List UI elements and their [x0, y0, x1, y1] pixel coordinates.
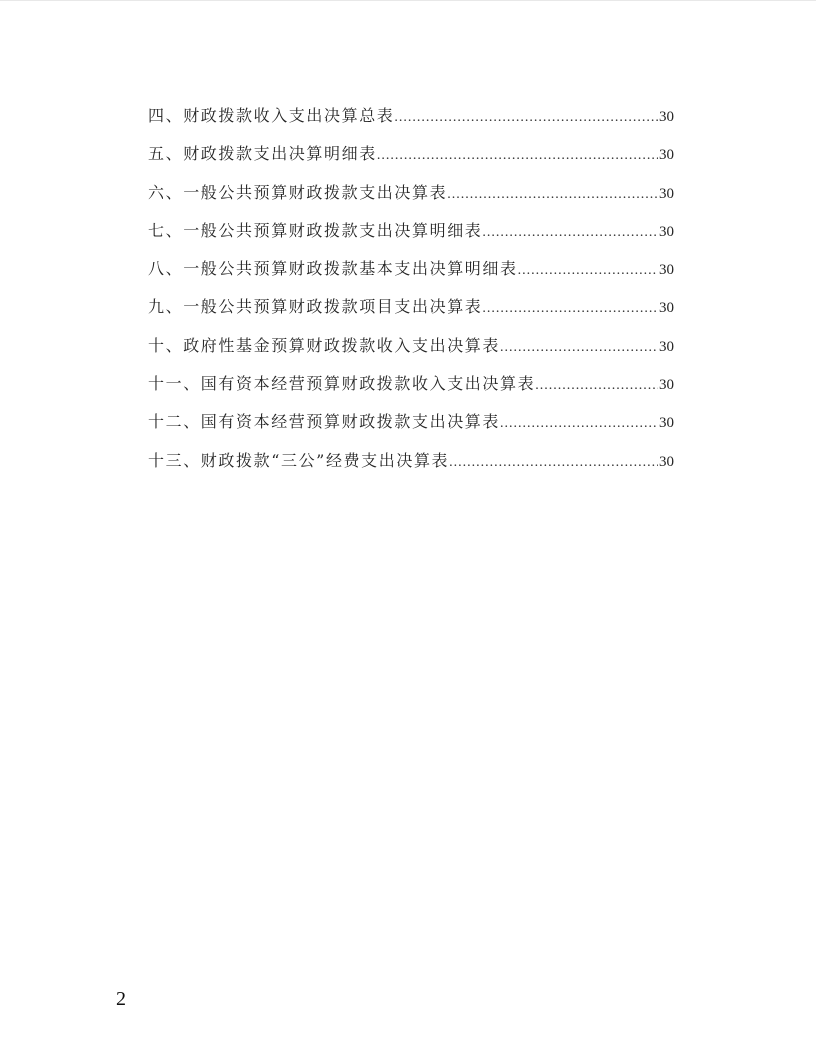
toc-leader-dots — [377, 144, 658, 164]
toc-entry-page: 30 — [659, 109, 674, 125]
toc-entry-page: 30 — [659, 262, 674, 279]
toc-entry-label: 六、一般公共预算财政拨款支出决算表 — [148, 182, 448, 202]
toc-entry-page: 30 — [659, 300, 674, 317]
toc-entry — [148, 180, 674, 218]
toc-entry — [148, 256, 674, 294]
toc-entry-label: 十二、国有资本经营预算财政拨款支出决算表 — [148, 412, 501, 432]
toc-entry-label: 十三、财政拨款“三公”经费支出决算表 — [148, 450, 450, 470]
toc-entry-page: 30 — [659, 338, 674, 355]
toc-entry — [148, 371, 674, 409]
toc-entry-label: 九、一般公共预算财政拨款项目支出决算表 — [148, 297, 483, 317]
toc-leader-dots — [518, 259, 658, 279]
toc-entry-page: 30 — [659, 453, 674, 470]
toc-entry — [148, 294, 674, 332]
toc-list — [148, 103, 674, 486]
toc-leader-dots — [482, 221, 658, 241]
toc-entry-page: 30 — [659, 415, 674, 432]
toc-leader-dots — [500, 412, 658, 432]
page-top-edge — [0, 0, 816, 1]
toc-entry-label: 八、一般公共预算财政拨款基本支出决算明细表 — [148, 259, 518, 279]
toc-entry — [148, 409, 674, 447]
toc-entry — [148, 103, 674, 141]
toc-leader-dots — [449, 451, 658, 471]
toc-leader-dots — [500, 336, 658, 356]
toc-entry-label: 七、一般公共预算财政拨款支出决算明细表 — [148, 220, 483, 240]
toc-leader-dots — [535, 374, 658, 394]
toc-entry — [148, 141, 674, 179]
toc-entry-label: 五、财政拨款支出决算明细表 — [148, 144, 377, 164]
toc-entry-page: 30 — [659, 185, 674, 202]
toc-entry — [148, 448, 674, 486]
toc-entry — [148, 333, 674, 371]
toc-entry — [148, 218, 674, 256]
toc-entry-label: 十、政府性基金预算财政拨款收入支出决算表 — [148, 335, 501, 355]
toc-entry-page: 30 — [659, 147, 674, 164]
page-number: 2 — [116, 988, 126, 1010]
toc-leader-dots — [482, 297, 658, 317]
toc-leader-dots — [447, 183, 658, 203]
toc-leader-dots — [394, 106, 658, 126]
toc-entry-label: 十一、国有资本经营预算财政拨款收入支出决算表 — [148, 374, 536, 394]
toc-entry-page: 30 — [659, 377, 674, 394]
toc-entry-label: 四、财政拨款收入支出决算总表 — [148, 106, 395, 125]
toc-entry-page: 30 — [659, 223, 674, 240]
